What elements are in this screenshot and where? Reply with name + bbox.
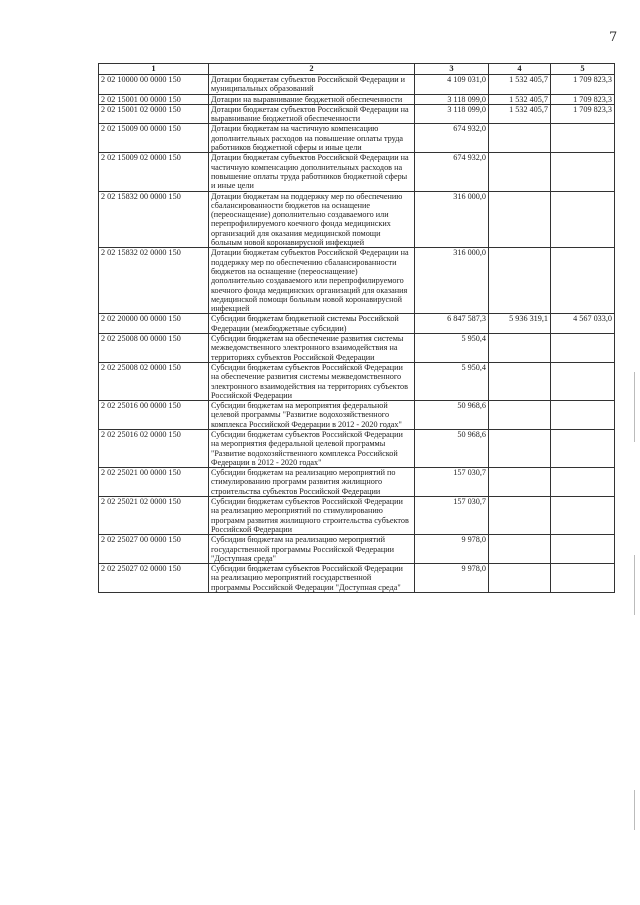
row-col5-value: 1 709 823,3 [551, 94, 615, 104]
row-col4-value [489, 362, 551, 400]
table-header-row [99, 64, 615, 75]
row-col3-value: 50 968,6 [415, 401, 489, 430]
row-col5-value [551, 401, 615, 430]
row-col4-value [489, 429, 551, 467]
row-name: Субсидии бюджетам на реализацию мероприятий государственной программы Российской Федерации "Доступная среда" [209, 535, 415, 564]
row-col3-value: 5 950,4 [415, 334, 489, 363]
row-col3-value: 9 978,0 [415, 564, 489, 593]
row-col4-value [489, 401, 551, 430]
row-col3-value: 5 950,4 [415, 362, 489, 400]
table-row [99, 94, 615, 104]
page-number: 7 [609, 30, 618, 45]
table-row [99, 497, 615, 535]
row-col3-value: 50 968,6 [415, 429, 489, 467]
row-code: 2 02 25021 02 0000 150 [99, 497, 209, 535]
scan-mark [634, 555, 635, 615]
row-col3-value: 9 978,0 [415, 535, 489, 564]
row-code: 2 02 10000 00 0000 150 [99, 75, 209, 95]
table-row [99, 314, 615, 334]
table-row [99, 153, 615, 191]
row-code: 2 02 15001 00 0000 150 [99, 94, 209, 104]
row-code: 2 02 25008 00 0000 150 [99, 334, 209, 363]
row-col3-value: 157 030,7 [415, 497, 489, 535]
row-col3-value: 157 030,7 [415, 468, 489, 497]
table-row [99, 75, 615, 95]
row-name: Дотации бюджетам субъектов Российской Федерации на выравнивание бюджетной обеспеченности [209, 104, 415, 124]
row-col4-value [489, 468, 551, 497]
row-col3-value: 6 847 587,3 [415, 314, 489, 334]
row-name: Дотации бюджетам субъектов Российской Федерации на частичную компенсацию дополнительных расходов на повышение оплаты труда работников бюджетной сферы и иные цели [209, 153, 415, 191]
row-col3-value: 674 932,0 [415, 153, 489, 191]
row-name: Субсидии бюджетам субъектов Российской Федерации на обеспечение развития системы межведомственного электронного взаимодействия на территориях субъектов Российской Федерации [209, 362, 415, 400]
row-name: Субсидии бюджетам на реализацию мероприятий по стимулированию программ развития жилищного строительства субъектов Российской Федерации [209, 468, 415, 497]
row-col4-value: 5 936 319,1 [489, 314, 551, 334]
row-code: 2 02 15832 00 0000 150 [99, 191, 209, 248]
column-header: 5 [551, 64, 615, 75]
row-col4-value [489, 191, 551, 248]
scan-mark [634, 790, 635, 830]
row-col5-value [551, 564, 615, 593]
column-header: 4 [489, 64, 551, 75]
column-header: 2 [209, 64, 415, 75]
row-col5-value: 4 567 033,0 [551, 314, 615, 334]
table-row [99, 191, 615, 248]
row-col5-value: 1 709 823,3 [551, 75, 615, 95]
row-name: Дотации бюджетам на частичную компенсацию дополнительных расходов на повышение оплаты труда работников бюджетной сферы и иные цели [209, 124, 415, 153]
row-col5-value [551, 124, 615, 153]
table-row [99, 124, 615, 153]
row-col4-value [489, 334, 551, 363]
row-code: 2 02 25027 00 0000 150 [99, 535, 209, 564]
row-col4-value: 1 532 405,7 [489, 94, 551, 104]
row-col4-value [489, 564, 551, 593]
row-col4-value: 1 532 405,7 [489, 104, 551, 124]
scan-mark [634, 372, 635, 442]
row-col4-value [489, 248, 551, 314]
row-col3-value: 3 118 099,0 [415, 104, 489, 124]
row-code: 2 02 15009 02 0000 150 [99, 153, 209, 191]
table-row [99, 401, 615, 430]
row-code: 2 02 15832 02 0000 150 [99, 248, 209, 314]
row-col3-value: 316 000,0 [415, 248, 489, 314]
row-name: Дотации бюджетам субъектов Российской Федерации на поддержку мер по обеспечению сбалансированности бюджетов на оснащение (переоснащение) дополнительно создаваемого или перепрофилируемого коечного фонда медицинских организаций для оказания медицинской помощи больным новой коронавирусной инфекцией [209, 248, 415, 314]
row-code: 2 02 25027 02 0000 150 [99, 564, 209, 593]
row-col4-value [489, 497, 551, 535]
row-col3-value: 316 000,0 [415, 191, 489, 248]
table-row [99, 468, 615, 497]
row-name: Субсидии бюджетам на обеспечение развития системы межведомственного электронного взаимодействия на территориях субъектов Российской Федерации [209, 334, 415, 363]
row-name: Субсидии бюджетам субъектов Российской Федерации на реализацию мероприятий государственной программы Российской Федерации "Доступная среда" [209, 564, 415, 593]
row-col5-value [551, 191, 615, 248]
row-col4-value [489, 124, 551, 153]
row-col5-value [551, 248, 615, 314]
table-row [99, 248, 615, 314]
row-name: Субсидии бюджетам субъектов Российской Федерации на реализацию мероприятий по стимулированию программ развития жилищного строительства субъектов Российской Федерации [209, 497, 415, 535]
row-name: Субсидии бюджетам на мероприятия федеральной целевой программы "Развитие водохозяйственного комплекса Российской Федерации в 2012 - 2020 годах" [209, 401, 415, 430]
row-col5-value [551, 535, 615, 564]
row-name: Дотации бюджетам на поддержку мер по обеспечению сбалансированности бюджетов на оснащение (переоснащение) дополнительно создаваемого или перепрофилируемого коечного фонда медицинских организаций для оказания медицинской помощи больным новой коронавирусной инфекцией [209, 191, 415, 248]
budget-revenue-table [98, 63, 615, 593]
row-name: Дотации бюджетам субъектов Российской Федерации и муниципальных образований [209, 75, 415, 95]
table-row [99, 362, 615, 400]
row-col4-value [489, 535, 551, 564]
row-name: Субсидии бюджетам бюджетной системы Российской Федерации (межбюджетные субсидии) [209, 314, 415, 334]
row-col5-value [551, 153, 615, 191]
row-col5-value [551, 362, 615, 400]
row-code: 2 02 25008 02 0000 150 [99, 362, 209, 400]
row-name: Дотации на выравнивание бюджетной обеспеченности [209, 94, 415, 104]
table-row [99, 564, 615, 593]
row-col4-value [489, 153, 551, 191]
column-header: 1 [99, 64, 209, 75]
row-code: 2 02 25016 00 0000 150 [99, 401, 209, 430]
row-code: 2 02 20000 00 0000 150 [99, 314, 209, 334]
table-row [99, 535, 615, 564]
row-col5-value: 1 709 823,3 [551, 104, 615, 124]
row-col3-value: 4 109 031,0 [415, 75, 489, 95]
row-name: Субсидии бюджетам субъектов Российской Федерации на мероприятия федеральной целевой программы "Развитие водохозяйственного комплекса Российской Федерации в 2012 - 2020 годах" [209, 429, 415, 467]
row-col4-value: 1 532 405,7 [489, 75, 551, 95]
table-row [99, 334, 615, 363]
row-col3-value: 3 118 099,0 [415, 94, 489, 104]
row-code: 2 02 25016 02 0000 150 [99, 429, 209, 467]
row-col5-value [551, 497, 615, 535]
row-code: 2 02 15001 02 0000 150 [99, 104, 209, 124]
column-header: 3 [415, 64, 489, 75]
row-col3-value: 674 932,0 [415, 124, 489, 153]
row-col5-value [551, 468, 615, 497]
row-code: 2 02 15009 00 0000 150 [99, 124, 209, 153]
row-col5-value [551, 429, 615, 467]
table-row [99, 104, 615, 124]
row-code: 2 02 25021 00 0000 150 [99, 468, 209, 497]
row-col5-value [551, 334, 615, 363]
table-row [99, 429, 615, 467]
